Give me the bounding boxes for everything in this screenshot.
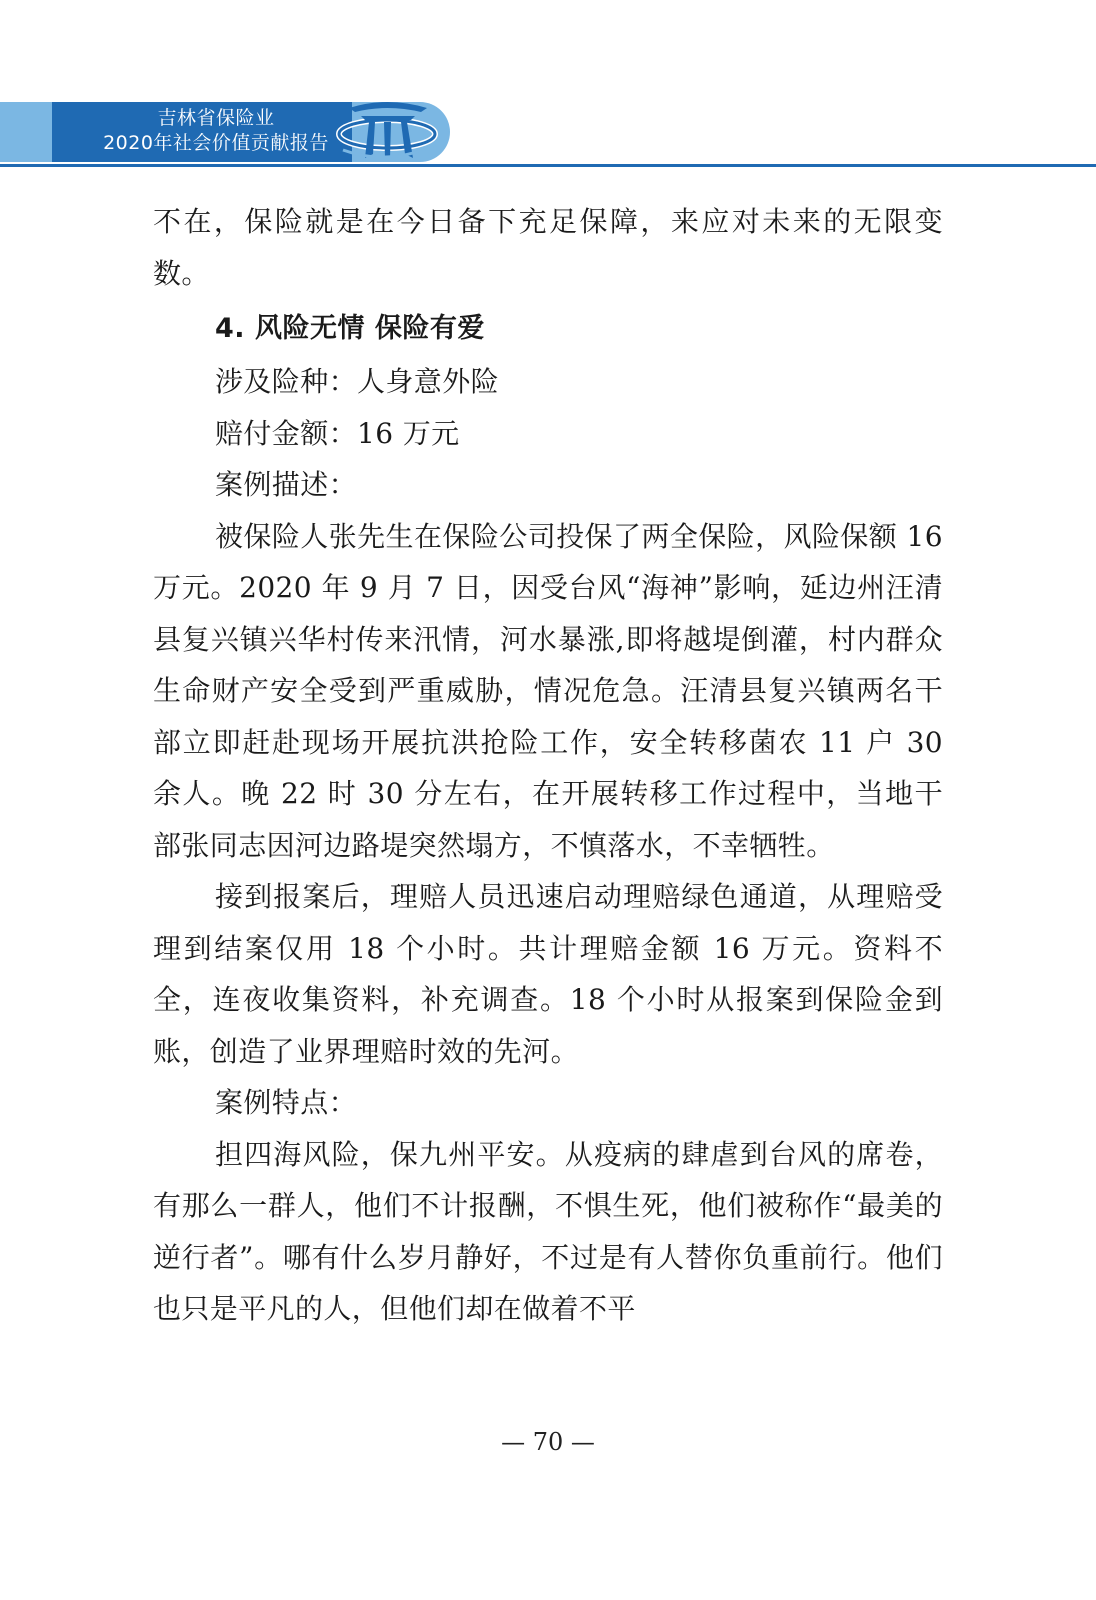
payout-line: 赔付金额：16 万元 xyxy=(215,416,460,450)
case-feature-paragraph: 担四海风险，保九州平安。从疫病的肆虐到台风的席卷，有那么一群人，他们不计报酬，不惧生死，他们被称作“最美的逆行者”。哪有什么岁月静好，不过是有人替你负重前行。他们也只是平凡的人，但他们却在做着不平 xyxy=(153,1137,943,1325)
header-title-line2: 2020年社会价值贡献报告 xyxy=(103,132,329,154)
header-rule xyxy=(0,164,1096,167)
header-title-line1: 吉林省保险业 xyxy=(157,107,275,129)
report-header xyxy=(0,102,1096,168)
header-title xyxy=(76,106,356,156)
section-heading: 4. 风险无情 保险有爱 xyxy=(215,313,485,344)
case-feature-label: 案例特点： xyxy=(215,1086,358,1119)
gate-emblem-icon xyxy=(335,94,440,166)
page-number: — 70 — xyxy=(501,1428,595,1456)
continuation-paragraph: 不在，保险就是在今日备下充足保障，来应对未来的无限变数。 xyxy=(153,205,943,290)
case-description-label: 案例描述： xyxy=(215,468,358,501)
case-description-paragraph-1: 被保险人张先生在保险公司投保了两全保险，风险保额 16 万元。2020 年 9 月 7 日，因受台风“海神”影响，延边州汪清县复兴镇兴华村传来汛情，河水暴涨,即将越堤倒灌，村内群众生命财产安全受到严重威胁，情况危急。汪清县复兴镇两名干部立即赶赴现场开展抗洪抢险工作，安全转移菌农 11 户 30 余人。晚 22 时 30 分左右，在开展转移工作过程中，当地干部张同志因河边路堤突然塌方，不慎落水，不幸牺牲。 xyxy=(153,519,943,862)
insurance-type-line: 涉及险种：人身意外险 xyxy=(215,365,500,398)
page-content xyxy=(153,196,943,1335)
case-description-paragraph-2: 接到报案后，理赔人员迅速启动理赔绿色通道，从理赔受理到结案仅用 18 个小时。共计理赔金额 16 万元。资料不全，连夜收集资料，补充调查。18 个小时从报案到保险金到账，创造了业界理赔时效的先河。 xyxy=(153,880,943,1068)
